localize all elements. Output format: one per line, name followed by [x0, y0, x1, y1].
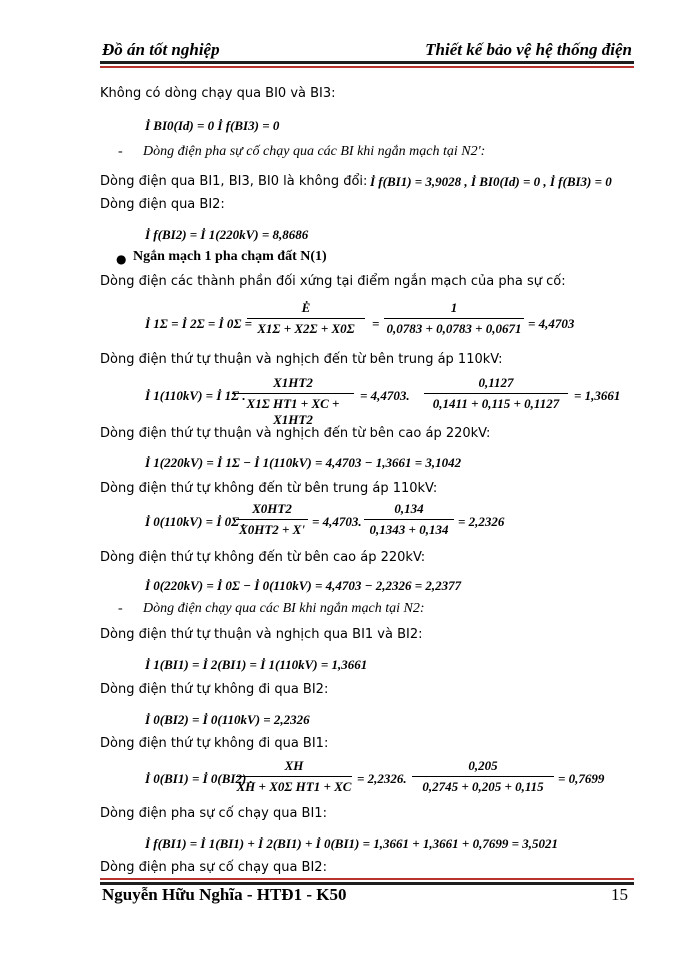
equation-11-result: = 0,7699	[558, 771, 605, 786]
dash-marker-1: -	[118, 144, 123, 159]
fraction-denominator: 0,0783 + 0,0783 + 0,0671	[386, 321, 522, 336]
header-rule-dark	[100, 61, 634, 64]
text-line-7: Dòng điện thứ tự không đến từ bên trung áp 110kV:	[100, 481, 438, 496]
equation-2: İ f(BI1) = 3,9028 , İ BI0(Id) = 0 , İ f(BI3) = 0	[370, 174, 612, 189]
equation-11-middle: = 2,2326.	[357, 771, 407, 786]
equation-4-result: = 4,4703	[528, 316, 575, 331]
equation-5-middle: = 4,4703.	[360, 388, 410, 403]
equation-10: İ 0(BI2) = İ 0(110kV) = 2,2326	[145, 712, 310, 727]
equation-12: İ f(BI1) = İ 1(BI1) + İ 2(BI1) + İ 0(BI1) = 1,3661 + 1,3661 + 0,7699 = 3,5021	[145, 836, 558, 851]
bullet-dot: ●	[116, 252, 127, 266]
fraction-denominator: 0,1411 + 0,115 + 0,1127	[432, 396, 560, 411]
equation-5-fraction-1	[232, 375, 354, 428]
text-line-11: Dòng điện thứ tự không đi qua BI1:	[100, 736, 329, 751]
page-footer	[102, 885, 628, 907]
text-line-10: Dòng điện thứ tự không đi qua BI2:	[100, 682, 329, 697]
equation-8: İ 0(220kV) = İ 0Σ − İ 0(110kV) = 4,4703 − 2,2326 = 2,2377	[145, 578, 462, 593]
text-line-6: Dòng điện thứ tự thuận và nghịch đến từ bên cao áp 220kV:	[100, 426, 491, 441]
fraction-numerator: X1HT2	[232, 375, 354, 394]
header-right-title: Thiết kế bảo vệ hệ thống điện	[425, 40, 632, 59]
footer-rule-red	[100, 878, 634, 880]
text-line-8: Dòng điện thứ tự không đến từ bên cao áp 220kV:	[100, 550, 426, 565]
text-line-5: Dòng điện thứ tự thuận và nghịch đến từ bên trung áp 110kV:	[100, 352, 503, 367]
equation-4-fraction-2	[384, 300, 524, 337]
fraction-numerator: 1	[384, 300, 524, 319]
dash-marker-2: -	[118, 601, 123, 616]
fraction-denominator: XH + X0Σ HT1 + XC	[236, 779, 352, 794]
fraction-numerator: 0,205	[412, 758, 554, 777]
equation-4-fraction-1	[247, 300, 365, 337]
equation-7-middle: = 4,4703.	[312, 514, 362, 529]
italic-subheading-1: Dòng điện pha sự cố chạy qua các BI khi ngắn mạch tại N2':	[143, 144, 486, 159]
fraction-numerator: Ė	[247, 300, 365, 319]
equation-7-fraction-2	[364, 501, 454, 538]
equation-6: İ 1(220kV) = İ 1Σ − İ 1(110kV) = 4,4703 − 1,3661 = 3,1042	[145, 455, 462, 470]
fraction-denominator: 0,1343 + 0,134	[369, 522, 449, 537]
equation-5-result: = 1,3661	[574, 388, 621, 403]
fraction-denominator: X0HT2 + X'	[239, 522, 305, 537]
equation-11-lhs: İ 0(BI1) = İ 0(BI2) .	[145, 771, 253, 786]
text-line-13: Dòng điện pha sự cố chạy qua BI2:	[100, 860, 327, 875]
equation-5-lhs: İ 1(110kV) = İ 1Σ .	[145, 388, 246, 403]
section-heading: Ngắn mạch 1 pha chạm đất N(1)	[133, 249, 327, 264]
fraction-denominator: X1Σ HT1 + XC + X1HT2	[246, 396, 340, 427]
equation-11-fraction-2	[412, 758, 554, 795]
fraction-numerator: 0,1127	[424, 375, 568, 394]
header-left-title: Đồ án tốt nghiệp	[102, 40, 220, 59]
text-line-9: Dòng điện thứ tự thuận và nghịch qua BI1 và BI2:	[100, 627, 423, 642]
text-line-1: Không có dòng chạy qua BI0 và BI3:	[100, 86, 336, 101]
italic-subheading-2: Dòng điện chạy qua các BI khi ngắn mạch tại N2:	[143, 601, 425, 616]
equation-4-lhs: İ 1Σ = İ 2Σ = İ 0Σ =	[145, 316, 253, 331]
fraction-denominator: 0,2745 + 0,205 + 0,115	[422, 779, 544, 794]
equation-1: İ BI0(Id) = 0 İ f(BI3) = 0	[145, 118, 280, 133]
page-header	[102, 40, 632, 60]
fraction-numerator: 0,134	[364, 501, 454, 520]
equation-4-equals: =	[372, 316, 380, 331]
text-line-2: Dòng điện qua BI1, BI3, BI0 là không đổi:	[100, 174, 368, 189]
text-line-3: Dòng điện qua BI2:	[100, 197, 225, 212]
footer-author: Nguyễn Hữu Nghĩa - HTĐ1 - K50	[102, 885, 347, 904]
equation-5-fraction-2	[424, 375, 568, 412]
fraction-numerator: X0HT2	[236, 501, 308, 520]
header-rule-red	[100, 66, 634, 68]
fraction-denominator: X1Σ + X2Σ + X0Σ	[257, 321, 355, 336]
text-line-4: Dòng điện các thành phần đối xứng tại điểm ngắn mạch của pha sự cố:	[100, 274, 566, 289]
fraction-numerator: XH	[236, 758, 352, 777]
equation-11-fraction-1	[236, 758, 352, 795]
equation-9: İ 1(BI1) = İ 2(BI1) = İ 1(110kV) = 1,3661	[145, 657, 368, 672]
text-line-12: Dòng điện pha sự cố chạy qua BI1:	[100, 806, 327, 821]
equation-7-fraction-1	[236, 501, 308, 538]
equation-3: İ f(BI2) = İ 1(220kV) = 8,8686	[145, 227, 309, 242]
equation-7-result: = 2,2326	[458, 514, 505, 529]
page-number: 15	[611, 885, 628, 904]
equation-7-lhs: İ 0(110kV) = İ 0Σ .	[145, 514, 246, 529]
